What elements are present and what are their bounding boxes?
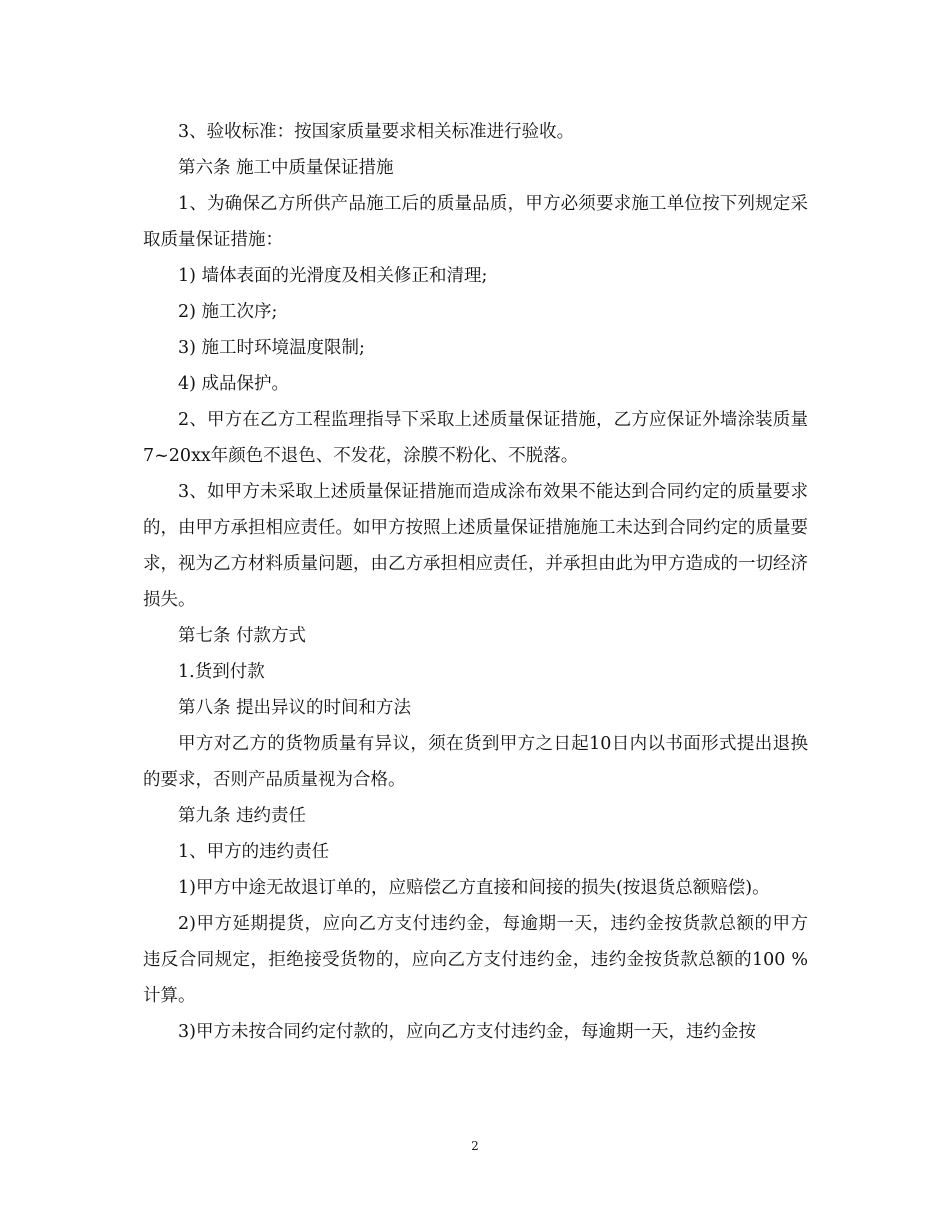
paragraph-acceptance-standard: 3、验收标准：按国家质量要求相关标准进行验收。 [178, 122, 575, 142]
paragraph-quality-measures-intro: 1、为确保乙方所供产品施工后的质量品质，甲方必须要求施工单位按下列规定采取质量保证措施： [143, 194, 808, 250]
list-item-product-protection: 4) 成品保护。 [178, 374, 290, 394]
paragraph-coating-quality-guarantee: 2、甲方在乙方工程监理指导下采取上述质量保证措施，乙方应保证外墙涂装质量7~20xx年颜色不退色、不发花，涂膜不粉化、不脱落。 [143, 410, 808, 466]
heading-article-7: 第七条 付款方式 [178, 626, 307, 646]
paragraph-objection-period: 甲方对乙方的货物质量有异议，须在货到甲方之日起10日内以书面形式提出退换的要求，否则产品质量视为合格。 [143, 734, 808, 790]
list-item-delayed-pickup: 2)甲方延期提货，应向乙方支付违约金，每逾期一天，违约金按货款总额的甲方违反合同规定，拒绝接受货物的，应向乙方支付违约金，违约金按货款总额的100 %计算。 [143, 914, 808, 1006]
heading-article-6: 第六条 施工中质量保证措施 [178, 158, 394, 178]
list-item-construction-order: 2) 施工次序; [178, 302, 278, 322]
list-item-wall-surface: 1) 墙体表面的光滑度及相关修正和清理; [178, 266, 488, 286]
list-item-order-cancellation: 1)甲方中途无故退订单的，应赔偿乙方直接和间接的损失(按退货总额赔偿)。 [178, 878, 770, 898]
document-body [143, 114, 808, 1050]
heading-article-9: 第九条 违约责任 [178, 806, 307, 826]
heading-article-8: 第八条 提出异议的时间和方法 [178, 698, 412, 718]
paragraph-cash-on-delivery: 1.货到付款 [178, 662, 265, 682]
subheading-party-a-liability: 1、甲方的违约责任 [178, 842, 330, 862]
list-item-temperature-limit: 3) 施工时环境温度限制; [178, 338, 365, 358]
page-number: 2 [471, 1139, 479, 1153]
paragraph-responsibility: 3、如甲方未采取上述质量保证措施而造成涂布效果不能达到合同约定的质量要求的，由甲方承担相应责任。如甲方按照上述质量保证措施施工未达到合同约定的质量要求，视为乙方材料质量问题，由乙方承担相应责任，并承担由此为甲方造成的一切经济损失。 [143, 482, 808, 610]
list-item-late-payment: 3)甲方未按合同约定付款的，应向乙方支付违约金，每逾期一天，违约金按 [178, 1022, 756, 1042]
